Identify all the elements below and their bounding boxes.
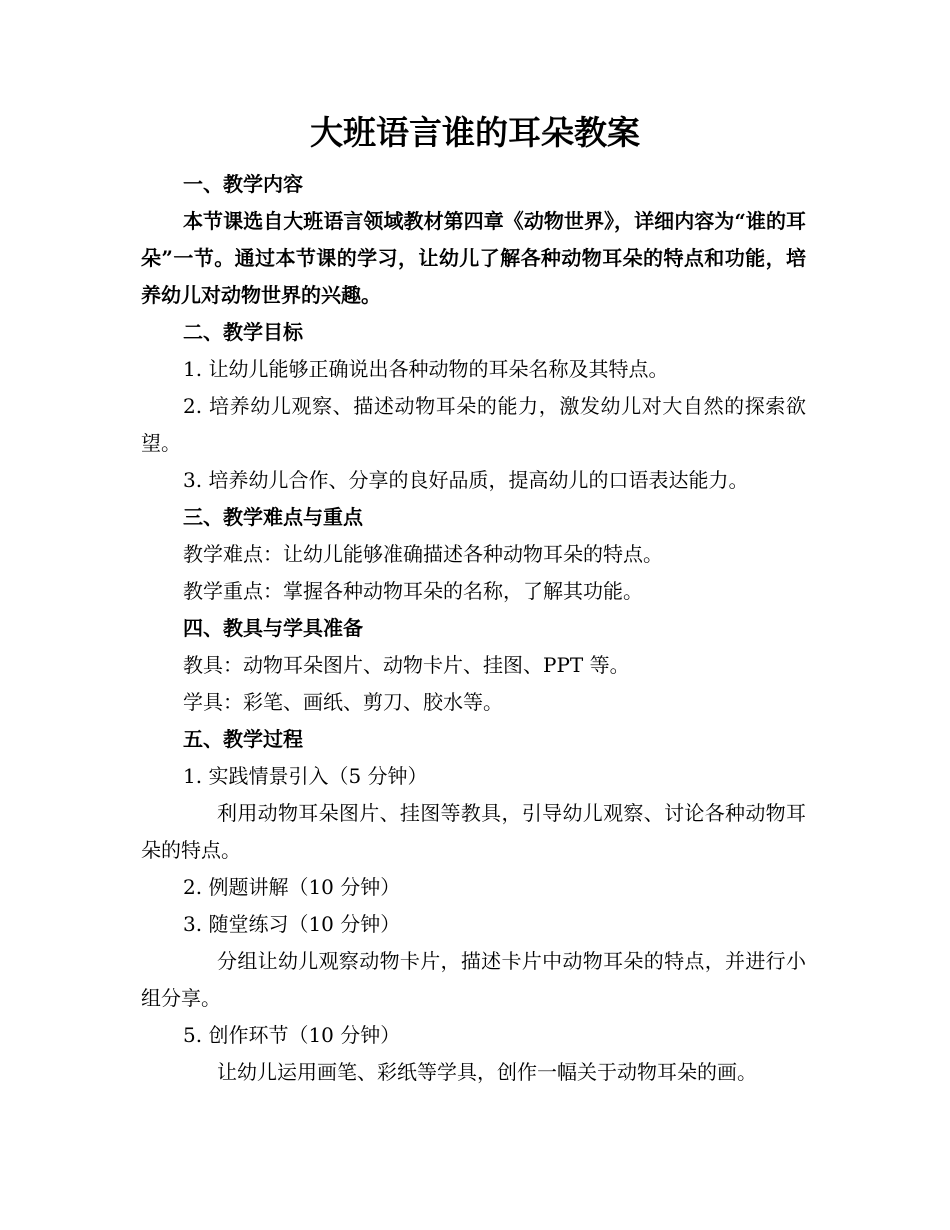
process-step-text: 利用动物耳朵图片、挂图等教具，引导幼儿观察、讨论各种动物耳朵的特点。: [141, 801, 806, 862]
goal-item: 3. 培养幼儿合作、分享的良好品质，提高幼儿的口语表达能力。: [183, 468, 749, 492]
teaching-aids-line: 教具：动物耳朵图片、动物卡片、挂图、PPT 等。: [183, 653, 630, 677]
section-heading-key-points: 三、教学难点与重点: [183, 505, 363, 529]
process-step-text: 让幼儿运用画笔、彩纸等学具，创作一幅关于动物耳朵的画。: [217, 1060, 757, 1084]
section-heading-content: 一、教学内容: [183, 172, 303, 196]
document-body: [141, 166, 806, 1091]
process-step: 5. 创作环节（10 分钟）: [183, 1023, 401, 1047]
focus-line: 教学重点：掌握各种动物耳朵的名称，了解其功能。: [183, 579, 643, 603]
goal-item: 2. 培养幼儿观察、描述动物耳朵的能力，激发幼儿对大自然的探索欲望。: [141, 394, 806, 455]
learning-aids-line: 学具：彩笔、画纸、剪刀、胶水等。: [183, 690, 503, 714]
process-step: 2. 例题讲解（10 分钟）: [183, 875, 401, 899]
difficulty-line: 教学难点：让幼儿能够准确描述各种动物耳朵的特点。: [183, 542, 663, 566]
section-heading-goals: 二、教学目标: [183, 320, 303, 344]
section-heading-process: 五、教学过程: [183, 727, 303, 751]
process-step: 3. 随堂练习（10 分钟）: [183, 912, 401, 936]
process-step: 1. 实践情景引入（5 分钟）: [183, 764, 428, 788]
section-content-text: 本节课选自大班语言领域教材第四章《动物世界》，详细内容为“谁的耳朵”一节。通过本节课的学习，让幼儿了解各种动物耳朵的特点和功能，培养幼儿对动物世界的兴趣。: [141, 209, 806, 307]
process-step-text: 分组让幼儿观察动物卡片，描述卡片中动物耳朵的特点，并进行小组分享。: [141, 949, 806, 1010]
document-title: 大班语言谁的耳朵教案: [310, 113, 640, 152]
section-heading-materials: 四、教具与学具准备: [183, 616, 363, 640]
goal-item: 1. 让幼儿能够正确说出各种动物的耳朵名称及其特点。: [183, 357, 669, 381]
